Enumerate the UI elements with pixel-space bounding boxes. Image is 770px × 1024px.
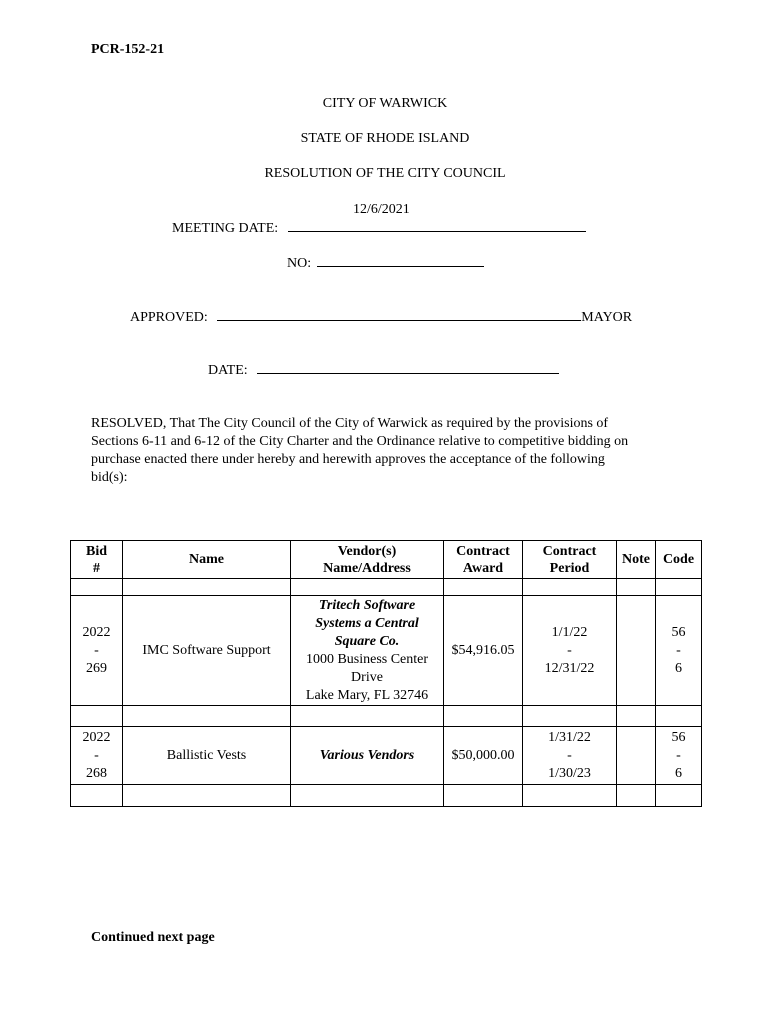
cell-code: 56 - 6 xyxy=(656,596,702,706)
bid-table xyxy=(70,540,702,807)
table-row xyxy=(71,727,702,785)
paragraph-line: purchase enacted there under hereby and herewith approves the acceptance of the following xyxy=(91,452,605,467)
paragraph-line: bid(s): xyxy=(91,470,128,485)
cell-name: Ballistic Vests xyxy=(123,727,291,785)
cell-award: $50,000.00 xyxy=(444,727,523,785)
cell-bid: 2022 - 268 xyxy=(71,727,123,785)
continued-note: Continued next page xyxy=(91,930,215,945)
resolution-no-label: NO: xyxy=(287,256,312,271)
header-vendor: Vendor(s) Name/Address xyxy=(291,541,444,579)
header-code: Code xyxy=(656,541,702,579)
resolution-title: RESOLUTION OF THE CITY COUNCIL xyxy=(264,166,506,181)
meeting-date-value: 12/6/2021 xyxy=(353,202,410,217)
header-period: Contract Period xyxy=(523,541,617,579)
resolution-no-line xyxy=(317,266,484,267)
cell-bid: 2022 - 269 xyxy=(71,596,123,706)
header-name: Name xyxy=(123,541,291,579)
header-note: Note xyxy=(617,541,656,579)
header-bid: Bid # xyxy=(71,541,123,579)
paragraph-line: Sections 6-11 and 6-12 of the City Charter and the Ordinance relative to competitive bidding on xyxy=(91,434,629,449)
approval-date-line xyxy=(257,373,559,374)
document-id: PCR-152-21 xyxy=(91,42,165,57)
meeting-date-row xyxy=(172,221,586,237)
approved-row xyxy=(130,310,632,326)
spacer-row xyxy=(71,579,702,596)
cell-award: $54,916.05 xyxy=(444,596,523,706)
cell-code: 56 - 6 xyxy=(656,727,702,785)
cell-vendor: Tritech Software Systems a Central Square Co. 1000 Business Center Drive Lake Mary, FL 32746 xyxy=(291,596,444,706)
header-award: Contract Award xyxy=(444,541,523,579)
cell-note xyxy=(617,596,656,706)
cell-note xyxy=(617,727,656,785)
cell-name: IMC Software Support xyxy=(123,596,291,706)
approval-date-label: DATE: xyxy=(208,363,248,378)
table-header-row xyxy=(71,541,702,579)
mayor-label: MAYOR xyxy=(581,310,633,325)
spacer-row xyxy=(71,706,702,727)
city-heading: CITY OF WARWICK xyxy=(322,96,448,111)
cell-vendor: Various Vendors xyxy=(291,727,444,785)
cell-period: 1/31/22 - 1/30/23 xyxy=(523,727,617,785)
resolution-no-row xyxy=(287,256,484,272)
approved-label: APPROVED: xyxy=(130,310,208,325)
meeting-date-label: MEETING DATE: xyxy=(172,221,279,236)
table-row xyxy=(71,596,702,706)
spacer-row xyxy=(71,785,702,807)
state-heading: STATE OF RHODE ISLAND xyxy=(300,131,470,146)
meeting-date-line xyxy=(288,231,586,232)
cell-period: 1/1/22 - 12/31/22 xyxy=(523,596,617,706)
approval-date-row xyxy=(208,363,559,379)
resolution-paragraph xyxy=(91,415,681,487)
paragraph-line: RESOLVED, That The City Council of the City of Warwick as required by the provisions of xyxy=(91,416,609,431)
approved-line xyxy=(217,320,581,321)
